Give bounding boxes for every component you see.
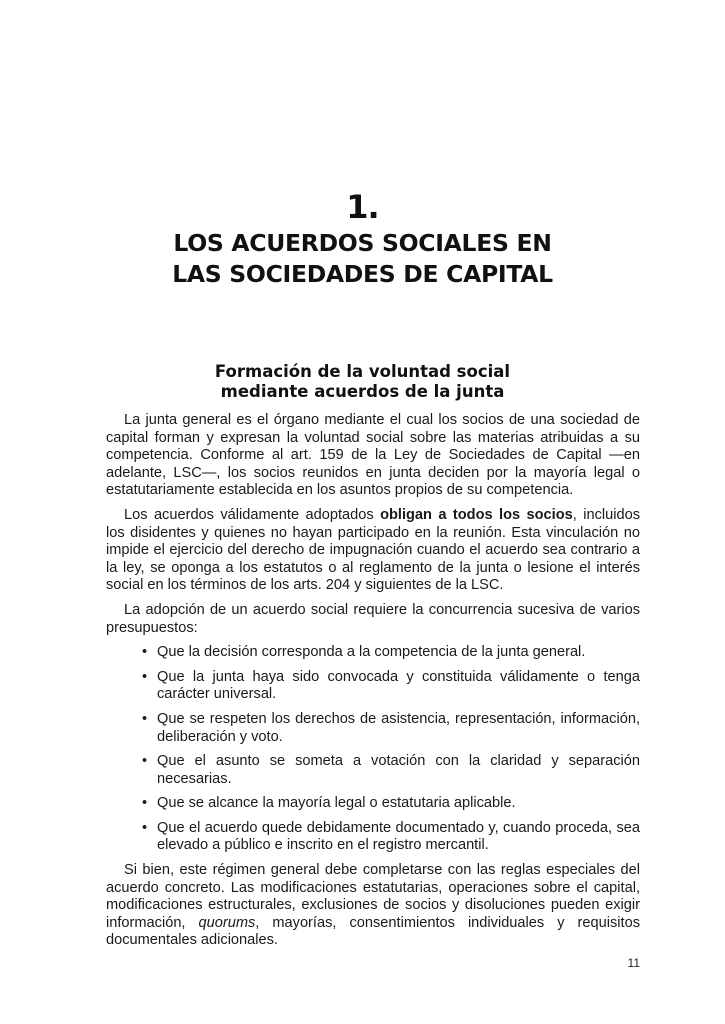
requirements-list [106,644,640,855]
chapter-title-line-2: LAS SOCIEDADES DE CAPITAL [172,260,553,288]
bullet-icon: • [142,753,148,770]
list-item-text: Que se alcance la mayoría legal o estatutaria aplicable. [157,795,516,812]
bullet-icon: • [142,795,148,812]
list-item-text: Que la decisión corresponda a la competencia de la junta general. [157,644,586,661]
paragraph-4-text-end: , mayorías, consentimientos individuales y requisitos documentales adicionales. [106,914,640,949]
chapter-number: 1. [346,188,379,226]
paragraph-4-italic-text: quorums [198,914,256,931]
bullet-icon: • [142,819,148,836]
paragraph-4-text-start: Si bien, este régimen general debe completarse con las reglas especiales del acuerdo concreto. Las modificaciones estatutarias, operaciones sobre el capital, modificaciones estructurales, exclusiones de socios y disoluciones pueden exigir información, [106,862,640,931]
paragraph-2-text-start: Los acuerdos válidamente adoptados [124,506,381,523]
paragraph-2 [106,507,640,595]
list-item-text: Que el acuerdo quede debidamente documentado y, cuando proceda, sea elevado a público e inscrito en el registro mercantil. [157,819,640,854]
list-item-text: Que el asunto se someta a votación con la claridad y separación necesarias. [157,753,640,787]
body-text [106,412,640,957]
list-item [142,644,640,662]
chapter-title-line-1: LOS ACUERDOS SOCIALES EN [173,229,552,257]
list-item [142,669,640,704]
paragraph-2-text-end: , incluidos los disidentes y quienes no hayan participado en la reunión. Esta vinculación no impide el ejercicio del derecho de impugnación cuando el acuerdo sea contrario a la ley, se oponga a los estatutos o al reglamento de la junta o lesione el interés social en los términos de los arts. 204 y siguientes de la LSC. [106,506,640,594]
paragraph-4 [106,862,640,950]
page-number: 11 [627,956,640,970]
list-item [142,820,640,855]
section-heading-line-2: mediante acuerdos de la junta [220,382,505,401]
section-heading [0,362,725,402]
list-item [142,795,640,813]
paragraph-2-bold-text: obligan a todos los socios [380,506,573,523]
list-item-text: Que la junta haya sido convocada y constituida válidamente o tenga carácter universal. [157,668,640,703]
list-item-text: Que se respeten los derechos de asistencia, representación, información, deliberación y voto. [157,710,640,745]
paragraph-3: La adopción de un acuerdo social requiere la concurrencia sucesiva de varios presupuestos: [106,601,640,636]
bullet-icon: • [142,710,148,727]
bullet-icon: • [142,644,148,661]
section-heading-line-1: Formación de la voluntad social [214,362,511,381]
bullet-icon: • [142,668,148,685]
chapter-title [0,228,725,290]
paragraph-1: La junta general es el órgano mediante el cual los socios de una sociedad de capital forman y expresan la voluntad social sobre las materias atribuidas a su competencia. Conforme al art. 159 de la Ley de Sociedades de Capital —en adelante, LSC—, los socios reunidos en junta deciden por la mayoría legal o estatutariamente establecida en los asuntos propios de su competencia. [106,412,640,499]
list-item [142,711,640,746]
list-item [142,753,640,788]
